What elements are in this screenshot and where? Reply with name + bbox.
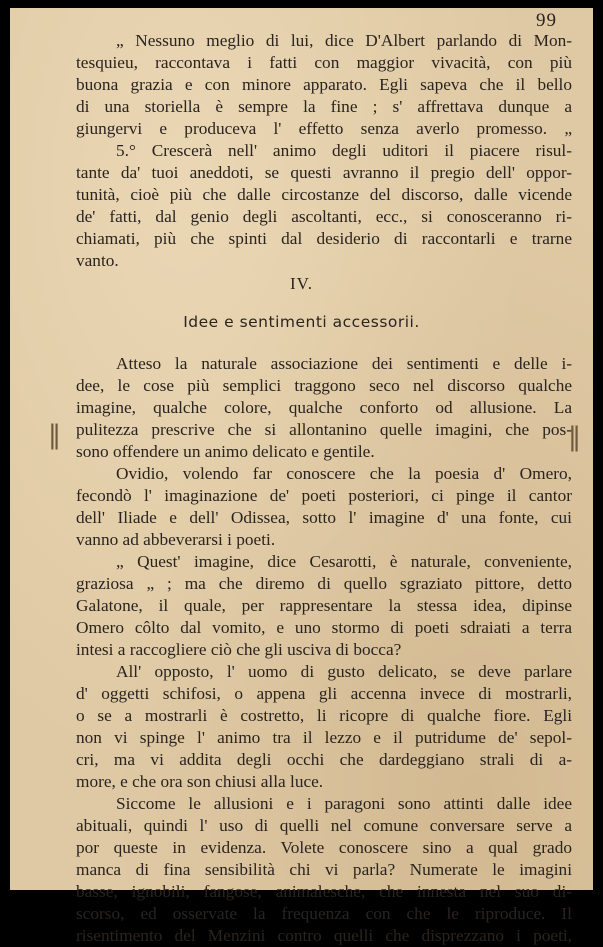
- text-line: sono offendere un animo delicato e gentile.: [76, 442, 375, 461]
- top-paragraphs: [76, 30, 572, 272]
- chapter-title: Idee e sentimenti accessorii.: [183, 313, 420, 331]
- text-line: fecondò l' imaginazione de' poeti posteriori, ci pinge il cantor: [76, 486, 572, 505]
- text-line: Atteso la naturale associazione dei sentimenti e delle i-: [116, 354, 572, 373]
- text-line: vanto.: [76, 251, 119, 270]
- text-line: imagine, qualche colore, qualche conforto od allusione. La: [76, 398, 572, 417]
- text-line: chiamati, più che spinti dal desiderio di raccontarli e trarne: [76, 229, 572, 248]
- text-line: more, e che ora son chiusi alla luce.: [76, 772, 324, 791]
- page-number: 99: [536, 10, 557, 31]
- text-line: de' fatti, dal genio degli ascoltanti, ecc., si conosceranno ri-: [76, 207, 572, 226]
- text-line: por queste in evidenza. Volete conoscere sino a qual grado: [76, 838, 572, 857]
- text-line: risentimento del Menzini contro quelli che disprezzano i poeti,: [76, 926, 572, 945]
- text-line: tunità, cioè più che dalle circostanze del discorso, dalle vicende: [76, 185, 572, 204]
- text-line: All' opposto, l' uomo di gusto delicato, se deve parlare: [116, 662, 572, 681]
- text-line: di una storiella è sempre la fine ; s' affrettava dunque a: [76, 97, 572, 116]
- text-line: intesi a raccogliere ciò che gli usciva di bocca?: [76, 640, 402, 659]
- text-line: vanno ad abbeverarsi i poeti.: [76, 530, 276, 549]
- text-line: cri, ma vi addita degli occhi che dardeggiano strali di a-: [76, 750, 572, 769]
- text-line: tesquieu, raccontava i fatti con maggior vivacità, con più: [76, 53, 572, 72]
- book-page: [10, 8, 593, 945]
- text-line: 5.° Crescerà nell' animo degli uditori il piacere risul-: [116, 141, 572, 160]
- text-line: d' oggetti schifosi, o appena gli accenna invece di mostrarli,: [76, 684, 572, 703]
- body-paragraphs: [76, 353, 572, 947]
- text-line: basse, ignobili, fangose, animalesche, che innesta nel suo di-: [76, 882, 572, 901]
- text-line: „ Nessuno meglio di lui, dice D'Albert parlando di Mon-: [116, 31, 572, 50]
- text-line: Siccome le allusioni e i paragoni sono attinti dalle idee: [116, 794, 572, 813]
- text-line: dee, le cose più semplici traggono seco nel discorso qualche: [76, 376, 572, 395]
- pencil-mark-right: ‖: [568, 422, 581, 452]
- text-line: manca di fina sensibilità chi vi parla? Numerate le imagini: [76, 860, 572, 879]
- text-line: tante da' tuoi aneddoti, se questi avranno il pregio dell' oppor-: [76, 163, 572, 182]
- text-line: giungervi e produceva l' effetto senza averlo promesso. „: [76, 119, 572, 138]
- text-line: abituali, quindi l' uso di quelli nel comune conversare serve a: [76, 816, 572, 835]
- text-line: dell' Iliade e dell' Odissea, sotto l' imagine d' una fonte, cui: [76, 508, 572, 527]
- text-line: o se a mostrarli è costretto, li ricopre di qualche fiore. Egli: [76, 706, 572, 725]
- text-line: buona grazia e con minore apparato. Egli sapeva che il bello: [76, 75, 572, 94]
- text-line: „ Quest' imagine, dice Cesarotti, è naturale, conveniente,: [116, 552, 572, 571]
- text-line: scorso, ed osservate la frequenza con che le riproduce. Il: [76, 904, 572, 923]
- text-line: Ovidio, volendo far conoscere che la poesia d' Omero,: [116, 464, 572, 483]
- text-line: pulitezza prescrive che si allontanino quelle imagini, che pos-: [76, 420, 572, 439]
- text-line: Omero côlto dal vomito, e uno stormo di poeti sdraiati a terra: [76, 618, 572, 637]
- text-line: Galatone, il quale, per rappresentare la stessa idea, dipinse: [76, 596, 572, 615]
- chapter-number: IV.: [290, 274, 313, 293]
- text-line: graziosa „ ; ma che diremo di quello sgraziato pittore, detto: [76, 574, 572, 593]
- text-line: non vi spinge l' animo tra il lezzo e il putridume de' sepol-: [76, 728, 572, 747]
- pencil-mark-left: ‖: [48, 420, 61, 450]
